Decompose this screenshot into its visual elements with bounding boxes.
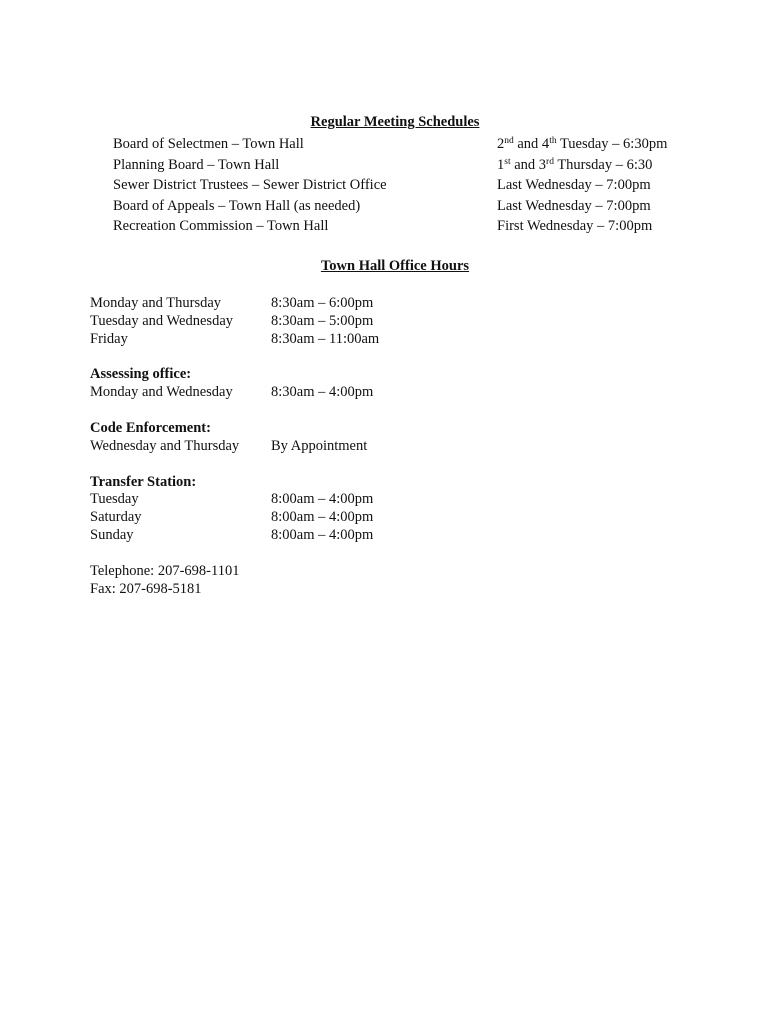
- meeting-time: 1st and 3rd Thursday – 6:30: [497, 156, 653, 173]
- hours-row: [90, 509, 490, 527]
- spacer: [90, 402, 490, 420]
- hours-row: [90, 491, 490, 509]
- hours-row: [90, 295, 490, 313]
- meeting-body: Board of Selectmen – Town Hall: [113, 136, 304, 152]
- spacer: [90, 456, 490, 474]
- meeting-row: [113, 196, 693, 217]
- hours-day: Monday and Wednesday: [90, 384, 233, 401]
- meeting-row: [113, 134, 693, 155]
- meeting-schedules-heading: Regular Meeting Schedules: [310, 114, 480, 130]
- hours-time: 8:30am – 5:00pm: [271, 312, 374, 329]
- hours-day: Tuesday and Wednesday: [90, 312, 234, 329]
- spacer: [90, 545, 490, 563]
- hours-row: [90, 527, 490, 545]
- hours-time: 8:00am – 4:00pm: [271, 526, 374, 543]
- assessing-office-label: Assessing office:: [90, 366, 192, 383]
- hours-time: By Appointment: [271, 437, 368, 454]
- hours-row: [90, 313, 490, 331]
- office-hours-list: [90, 295, 490, 598]
- meeting-time: Last Wednesday – 7:00pm: [497, 197, 651, 214]
- fax-number: Fax: 207-698-5181: [90, 580, 202, 597]
- office-hours-heading: Town Hall Office Hours: [320, 258, 470, 274]
- hours-day: Tuesday: [90, 491, 139, 508]
- spacer: [90, 348, 490, 366]
- hours-row: [90, 331, 490, 349]
- meeting-body: Sewer District Trustees – Sewer District Office: [113, 177, 387, 193]
- code-enforcement-label: Code Enforcement:: [90, 419, 211, 436]
- hours-time: 8:00am – 4:00pm: [271, 491, 374, 508]
- hours-day: Friday: [90, 330, 128, 347]
- hours-row: [90, 384, 490, 402]
- meeting-time: First Wednesday – 7:00pm: [497, 218, 653, 234]
- hours-time: 8:30am – 4:00pm: [271, 384, 374, 401]
- meeting-row: [113, 155, 693, 176]
- hours-time: 8:30am – 6:00pm: [271, 295, 374, 311]
- hours-time: 8:00am – 4:00pm: [271, 509, 374, 526]
- hours-time: 8:30am – 11:00am: [271, 330, 380, 347]
- transfer-station-label: Transfer Station:: [90, 473, 197, 490]
- telephone-number: Telephone: 207-698-1101: [90, 562, 240, 579]
- meeting-schedule-list: [113, 134, 693, 237]
- hours-day: Saturday: [90, 509, 142, 526]
- meeting-time: 2nd and 4th Tuesday – 6:30pm: [497, 136, 668, 152]
- meeting-time: Last Wednesday – 7:00pm: [497, 177, 651, 193]
- meeting-body: Board of Appeals – Town Hall (as needed): [113, 197, 361, 214]
- meeting-row: [113, 216, 693, 237]
- hours-day: Sunday: [90, 526, 134, 543]
- meeting-row: [113, 175, 693, 196]
- hours-row: [90, 438, 490, 456]
- hours-day: Wednesday and Thursday: [90, 437, 240, 454]
- meeting-body: Planning Board – Town Hall: [113, 156, 280, 173]
- hours-day: Monday and Thursday: [90, 295, 222, 311]
- meeting-body: Recreation Commission – Town Hall: [113, 218, 329, 234]
